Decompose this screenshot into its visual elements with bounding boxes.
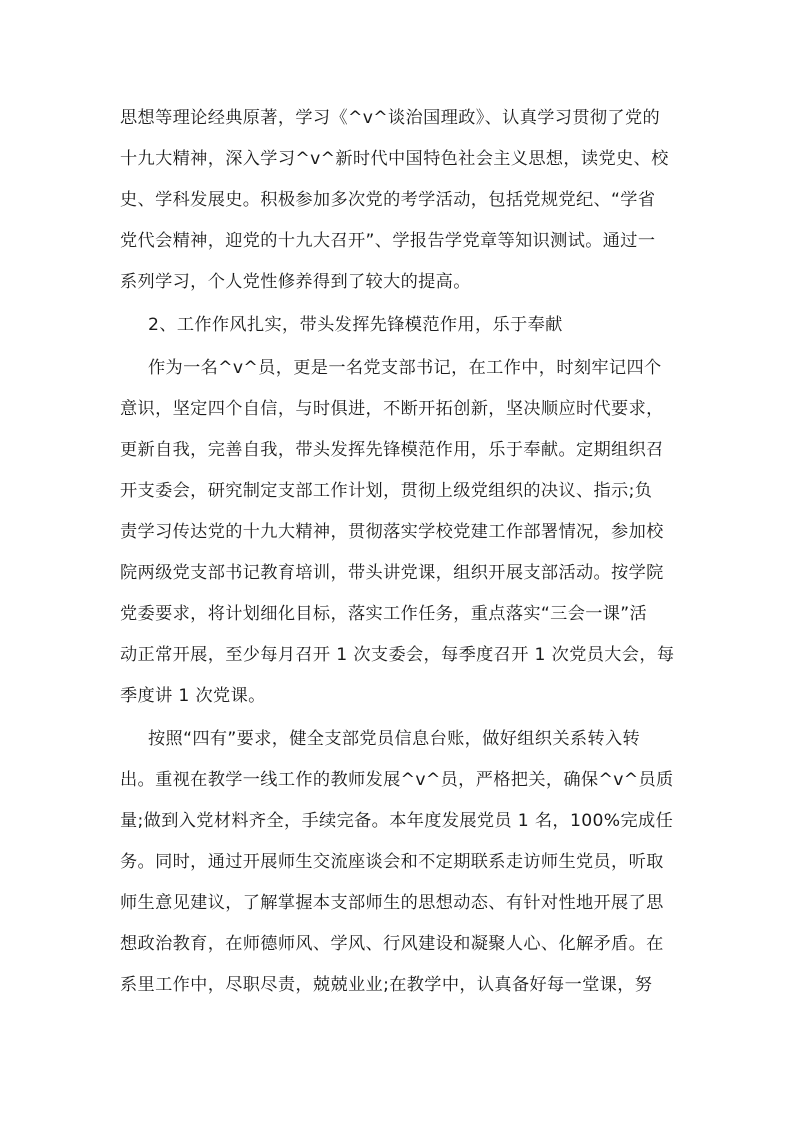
text-line: 意识，坚定四个自信，与时俱进，不断开拓创新，坚决顺应时代要求， xyxy=(120,399,664,419)
text-line: 动正常开展，至少每月召开 1 次支委会，每季度召开 1 次党员大会，每 xyxy=(120,645,675,665)
section-heading: 2、工作作风扎实，带头发挥先锋模范作用，乐于奉献 xyxy=(148,315,563,335)
text-line: 按照“四有”要求，健全支部党员信息台账，做好组织关系转入转 xyxy=(148,729,641,749)
text-line: 出。重视在教学一线工作的教师发展^v^员，严格把关，确保^v^员质 xyxy=(120,770,674,790)
text-line: 师生意见建议，了解掌握本支部师生的思想动态、有针对性地开展了思 xyxy=(120,893,664,913)
text-line: 务。同时，通过开展师生交流座谈会和不定期联系走访师生党员，听取 xyxy=(120,852,664,872)
text-line: 院两级党支部书记教育培训，带头讲党课，组织开展支部活动。按学院 xyxy=(120,563,664,583)
text-line: 思想等理论经典原著，学习《^v^谈治国理政》、认真学习贯彻了党的 xyxy=(120,108,661,128)
text-line: 史、学科发展史。积极参加多次党的考学活动，包括党规党纪、“学省 xyxy=(120,190,656,210)
text-line: 想政治教育，在师德师风、学风、行风建设和凝聚人心、化解矛盾。在 xyxy=(120,934,664,954)
text-line: 系列学习，个人党性修养得到了较大的提高。 xyxy=(120,272,471,292)
text-line: 党委要求，将计划细化目标，落实工作任务，重点落实“三会一课”活 xyxy=(120,604,648,624)
text-line: 量;做到入党材料齐全，手续完备。本年度发展党员 1 名，100%完成任 xyxy=(120,811,674,831)
text-line: 季度讲 1 次党课。 xyxy=(120,686,266,706)
text-line: 更新自我，完善自我，带头发挥先锋模范作用，乐于奉献。定期组织召 xyxy=(120,440,664,460)
text-line: 十九大精神，深入学习^v^新时代中国特色社会主义思想，读党史、校 xyxy=(120,149,669,169)
text-line: 系里工作中，尽职尽责，兢兢业业;在教学中，认真备好每一堂课，努 xyxy=(120,975,653,995)
text-line: 作为一名^v^员，更是一名党支部书记，在工作中，时刻牢记四个 xyxy=(148,358,662,378)
text-line: 责学习传达党的十九大精神，贯彻落实学校党建工作部署情况，参加校 xyxy=(120,522,664,542)
text-line: 党代会精神，迎党的十九大召开”、学报告学党章等知识测试。通过一 xyxy=(120,231,656,251)
text-line: 开支委会，研究制定支部工作计划，贯彻上级党组织的决议、指示;负 xyxy=(120,481,653,501)
